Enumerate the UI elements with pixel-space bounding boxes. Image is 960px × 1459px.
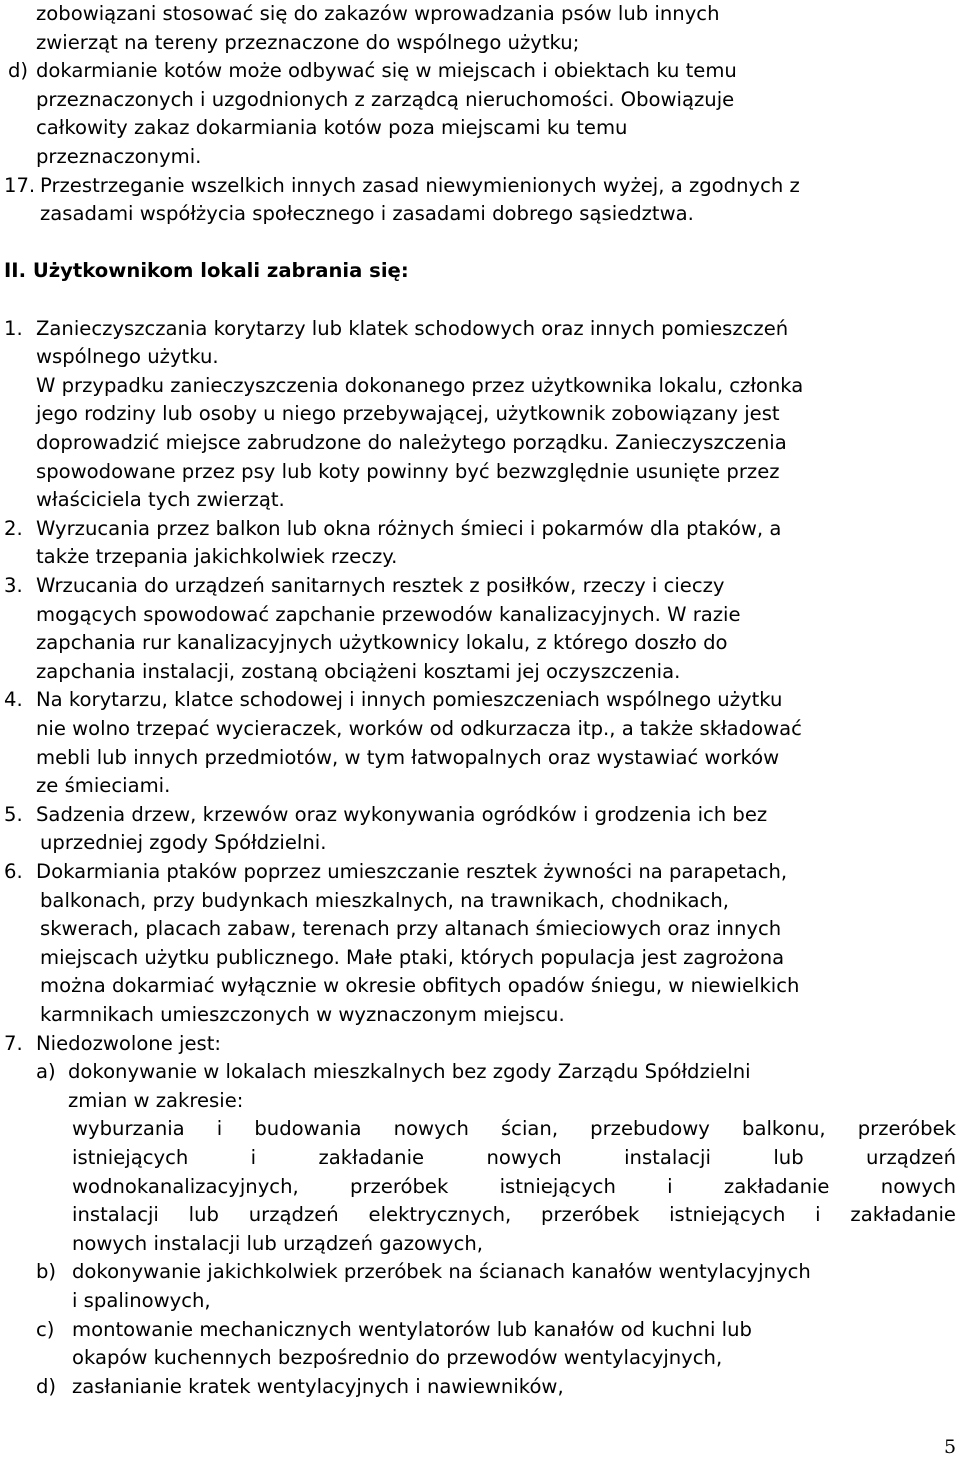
text-line: dokarmianie kotów może odbywać się w miejscach i obiektach ku temu xyxy=(36,59,737,83)
text-line: Wyrzucania przez balkon lub okna różnych śmieci i pokarmów dla ptaków, a xyxy=(36,516,782,540)
list-marker: 1. xyxy=(4,316,23,340)
text-line: spowodowane przez psy lub koty powinny być bezwzględnie usunięte przez xyxy=(36,459,780,483)
text-line: wspólnego użytku. xyxy=(36,345,219,369)
text-line: istniejących i zakładanie nowych instalacji lub urządzeń xyxy=(72,1146,956,1169)
text-line: zasadami współżycia społecznego i zasadami dobrego sąsiedztwa. xyxy=(40,202,694,226)
text-line: właściciela tych zwierząt. xyxy=(36,488,285,512)
text-line: wyburzania i budowania nowych ścian, przebudowy balkonu, przeróbek xyxy=(72,1117,956,1141)
list-marker: 7. xyxy=(4,1031,23,1055)
list-marker: 5. xyxy=(4,802,23,826)
list-marker: 4. xyxy=(4,688,23,712)
text-line: można dokarmiać wyłącznie w okresie obfitych opadów śniegu, w niewielkich xyxy=(40,974,800,998)
text-line: nie wolno trzepać wycieraczek, worków od odkurzacza itp., a także składować xyxy=(36,717,802,740)
text-line: doprowadzić miejsce zabrudzone do należytego porządku. Zanieczyszczenia xyxy=(36,431,787,454)
text-line: całkowity zakaz dokarmiania kotów poza miejscami ku temu xyxy=(36,116,628,140)
list-marker: c) xyxy=(36,1317,55,1341)
text-line: także trzepania jakichkolwiek rzeczy. xyxy=(36,545,398,569)
text-line: skwerach, placach zabaw, terenach przy altanach śmieciowych oraz innych xyxy=(40,917,782,941)
list-marker: 2. xyxy=(4,516,23,540)
list-marker: d) xyxy=(8,59,29,83)
text-line: i spalinowych, xyxy=(72,1289,211,1312)
text-line: wodnokanalizacyjnych, przeróbek istniejących i zakładanie nowych xyxy=(72,1174,956,1198)
text-line: zwierząt na tereny przeznaczone do wspólnego użytku; xyxy=(36,30,580,54)
text-line: Sadzenia drzew, krzewów oraz wykonywania ogródków i grodzenia ich bez xyxy=(36,802,768,826)
text-line: zapchania rur kanalizacyjnych użytkownicy lokalu, z którego doszło do xyxy=(36,631,728,655)
text-line: Dokarmiania ptaków poprzez umieszczanie resztek żywności na parapetach, xyxy=(36,860,788,883)
text-line: karmnikach umieszczonych w wyznaczonym miejscu. xyxy=(40,1003,565,1026)
text-line: Niedozwolone jest: xyxy=(36,1031,222,1055)
text-line: uprzedniej zgody Spółdzielni. xyxy=(40,831,327,855)
text-line: Przestrzeganie wszelkich innych zasad niewymienionych wyżej, a zgodnych z xyxy=(40,173,800,197)
list-marker: a) xyxy=(36,1060,56,1084)
text-line: W przypadku zanieczyszczenia dokonanego przez użytkownika lokalu, członka xyxy=(36,373,804,397)
text-line: jego rodziny lub osoby u niego przebywającej, użytkownik zobowiązany jest xyxy=(36,402,780,426)
text-line: ze śmieciami. xyxy=(36,774,171,798)
list-marker: 17. xyxy=(4,173,36,197)
text-line: Wrzucania do urządzeń sanitarnych resztek z posiłków, rzeczy i cieczy xyxy=(36,574,725,597)
text-line: okapów kuchennych bezpośrednio do przewodów wentylacyjnych, xyxy=(72,1346,723,1370)
text-line: mebli lub innych przedmiotów, w tym łatwopalnych oraz wystawiać worków xyxy=(36,745,780,769)
section-heading: II. Użytkownikom lokali zabrania się: xyxy=(4,259,409,283)
page-number: 5 xyxy=(944,1436,957,1458)
text-line: mogących spowodować zapchanie przewodów kanalizacyjnych. W razie xyxy=(36,602,741,626)
text-line: dokonywanie w lokalach mieszkalnych bez zgody Zarządu Spółdzielni xyxy=(68,1060,751,1084)
text-line: montowanie mechanicznych wentylatorów lub kanałów od kuchni lub xyxy=(72,1317,752,1341)
list-marker: d) xyxy=(36,1374,57,1398)
text-line: instalacji lub urządzeń elektrycznych, przeróbek istniejących i zakładanie xyxy=(72,1203,956,1227)
text-line: Na korytarzu, klatce schodowej i innych pomieszczeniach wspólnego użytku xyxy=(36,688,783,712)
text-line: zmian w zakresie: xyxy=(68,1088,244,1112)
list-marker: 6. xyxy=(4,860,23,883)
text-line: Zanieczyszczania korytarzy lub klatek schodowych oraz innych pomieszczeń xyxy=(36,316,789,340)
text-line: dokonywanie jakichkolwiek przeróbek na ścianach kanałów wentylacyjnych xyxy=(72,1260,811,1284)
text-line: przeznaczonych i uzgodnionych z zarządcą nieruchomości. Obowiązuje xyxy=(36,87,735,111)
text-line: zasłanianie kratek wentylacyjnych i nawiewników, xyxy=(72,1374,564,1398)
list-marker: b) xyxy=(36,1260,57,1284)
text-line: przeznaczonymi. xyxy=(36,145,202,168)
text-line: nowych instalacji lub urządzeń gazowych, xyxy=(72,1231,484,1255)
list-marker: 3. xyxy=(4,574,23,597)
text-line: balkonach, przy budynkach mieszkalnych, na trawnikach, chodnikach, xyxy=(40,888,729,912)
text-line: miejscach użytku publicznego. Małe ptaki, których populacja jest zagrożona xyxy=(40,945,785,969)
text-line: zobowiązani stosować się do zakazów wprowadzania psów lub innych xyxy=(36,2,720,25)
text-line: zapchania instalacji, zostaną obciążeni kosztami jej oczyszczenia. xyxy=(36,659,681,683)
